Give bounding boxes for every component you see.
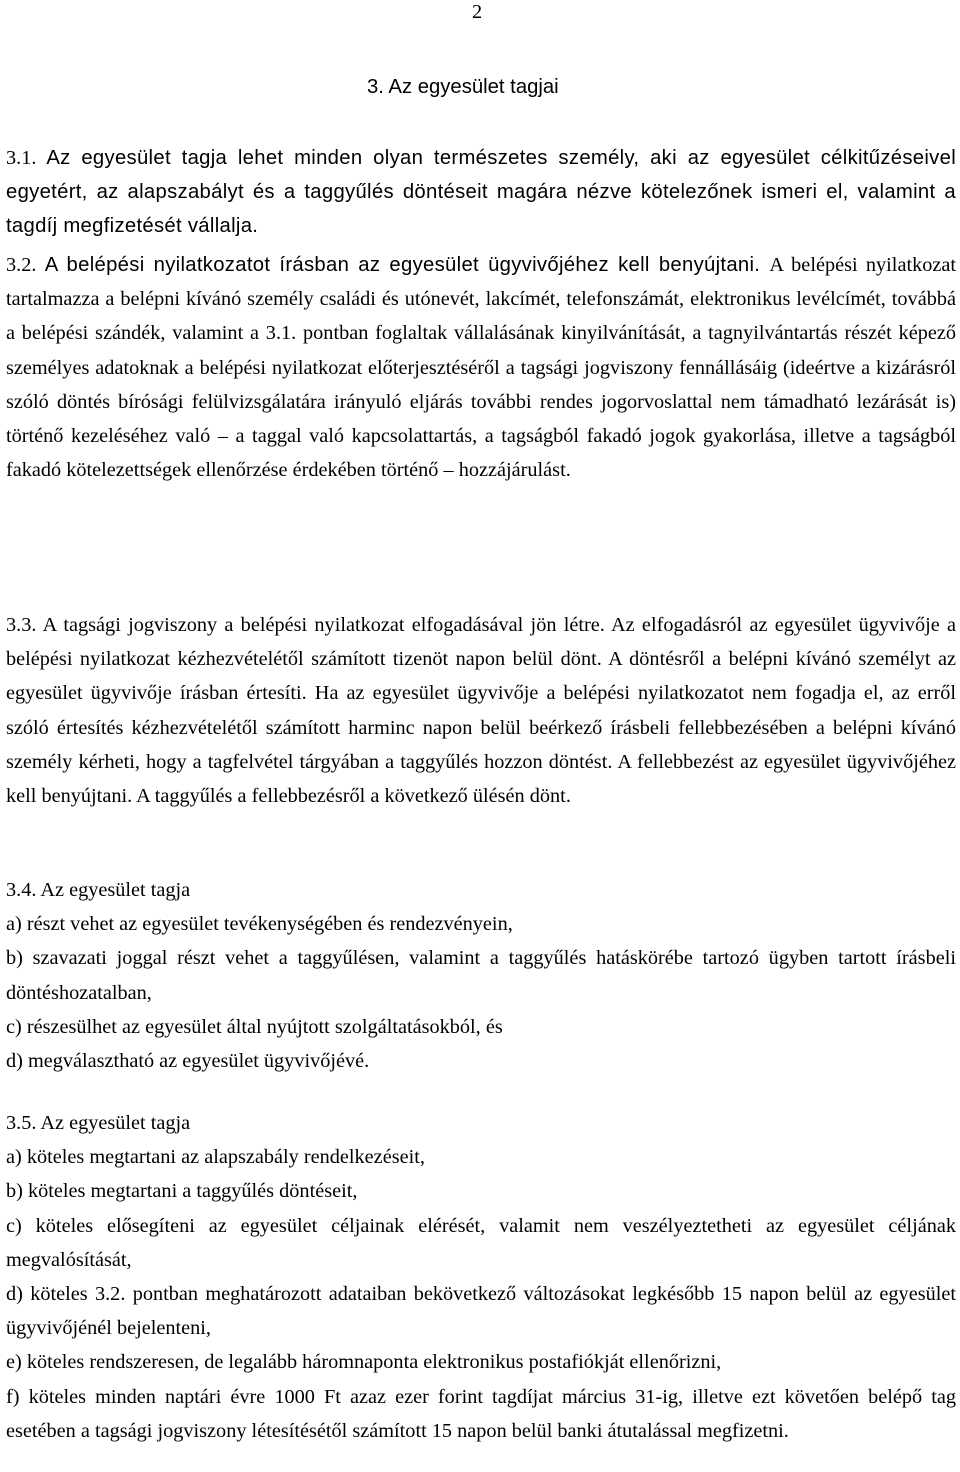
section-title: 3. Az egyesület tagjai	[367, 76, 559, 98]
section-3-4-item: c) részesülhet az egyesület által nyújtott szolgáltatásokból, és	[6, 1015, 503, 1038]
paragraph-3-3	[6, 608, 956, 813]
section-3-5-item: f) köteles minden naptári évre 1000 Ft azaz ezer forint tagdíjat március 31-ig, illetve ezt követően belépő tag esetében a tagsági jogviszony létesítésétől számított 15 napon belül banki átutalással megfizetni.	[6, 1385, 956, 1442]
paragraph-3-1	[6, 141, 956, 244]
paragraph-3-3-text: 3.3. A tagsági jogviszony a belépési nyilatkozat elfogadásával jön létre. Az elfogadásról az egyesület ügyvivője a belépési nyilatkozat kézhezvételétől számított tizenöt napon belül dönt. A döntésről a belépni kívánó személyt az egyesület ügyvivője írásban értesíti. Ha az egyesület ügyvivője a belépési nyilatkozatot nem fogadja el, az erről szóló értesítés kézhezvételétől számított harminc napon belül beérkező írásbeli fellebbezésében a belépni kívánó személy kérheti, hogy a tagfelvétel tárgyában a taggyűlés hozzon döntést. A fellebbezést az egyesület ügyvivőjéhez kell benyújtani. A taggyűlés a fellebbezésről a következő ülésén dönt.	[6, 614, 956, 808]
section-3-4-item: b) szavazati joggal részt vehet a taggyűlésen, valamint a taggyűlés hatáskörébe tartozó ügyben tartott írásbeli döntéshozatalban,	[6, 947, 956, 1004]
section-3-5-item: c) köteles elősegíteni az egyesület céljainak elérését, valamit nem veszélyeztetheti az egyesület céljának megvalósítását,	[6, 1214, 956, 1271]
paragraph-3-1-number: 3.1.	[6, 147, 47, 169]
section-3-5-item: e) köteles rendszeresen, de legalább háromnaponta elektronikus postafiókját ellenőrizni,	[6, 1351, 722, 1374]
page-number: 2	[472, 1, 483, 23]
section-3-4	[6, 873, 956, 1078]
section-3-4-heading: 3.4. Az egyesület tagja	[6, 879, 191, 901]
paragraph-3-2-text: A belépési nyilatkozat tartalmazza a belépni kívánó személy családi és utónevét, lakcímét, telefonszámát, elektronikus levélcímét, továbbá a belépési szándék, valamint a 3.1. pontban foglaltak vállalásának kinyilvánítását, a tagnyilvántartás részét képező személyes adatoknak a belépési nyilatkozat előterjesztéséről a tagsági jogviszony fennállásáig (ideértve a kizárásról szóló döntés bírósági felülvizsgálatára irányuló eljárás további rendes jogorvoslattal nem támadható lezárását is) történő kezeléséhez való – a taggal való kapcsolattartás, a tagságból fakadó jogok gyakorlása, illetve a tagságból fakadó kötelezettségek ellenőrzése érdekében történő – hozzájárulást.	[6, 254, 956, 482]
paragraph-3-2-intro: A belépési nyilatkozatot írásban az egyesület ügyvivőjéhez kell benyújtani.	[44, 254, 770, 276]
section-3-5	[6, 1106, 956, 1448]
section-3-4-item: a) részt vehet az egyesület tevékenységében és rendezvényein,	[6, 913, 513, 936]
section-3-4-item: d) megválasztható az egyesület ügyvivőjévé.	[6, 1050, 370, 1073]
paragraph-3-2	[6, 248, 956, 487]
section-3-5-item: d) köteles 3.2. pontban meghatározott adataiban bekövetkező változásokat legkésőbb 15 napon belül az egyesület ügyvivőjénél bejelenteni,	[6, 1283, 956, 1340]
section-3-5-heading: 3.5. Az egyesület tagja	[6, 1112, 191, 1134]
section-3-5-item: b) köteles megtartani a taggyűlés döntéseit,	[6, 1180, 358, 1203]
section-3-5-item: a) köteles megtartani az alapszabály rendelkezéseit,	[6, 1146, 425, 1169]
paragraph-3-2-number: 3.2.	[6, 254, 45, 276]
paragraph-3-1-text: Az egyesület tagja lehet minden olyan természetes személy, aki az egyesület célkitűzéseivel egyetért, az alapszabályt és a taggyűlés döntéseit magára nézve kötelezőnek ismeri el, valamint a tagdíj megfizetését vállalja.	[6, 147, 957, 238]
